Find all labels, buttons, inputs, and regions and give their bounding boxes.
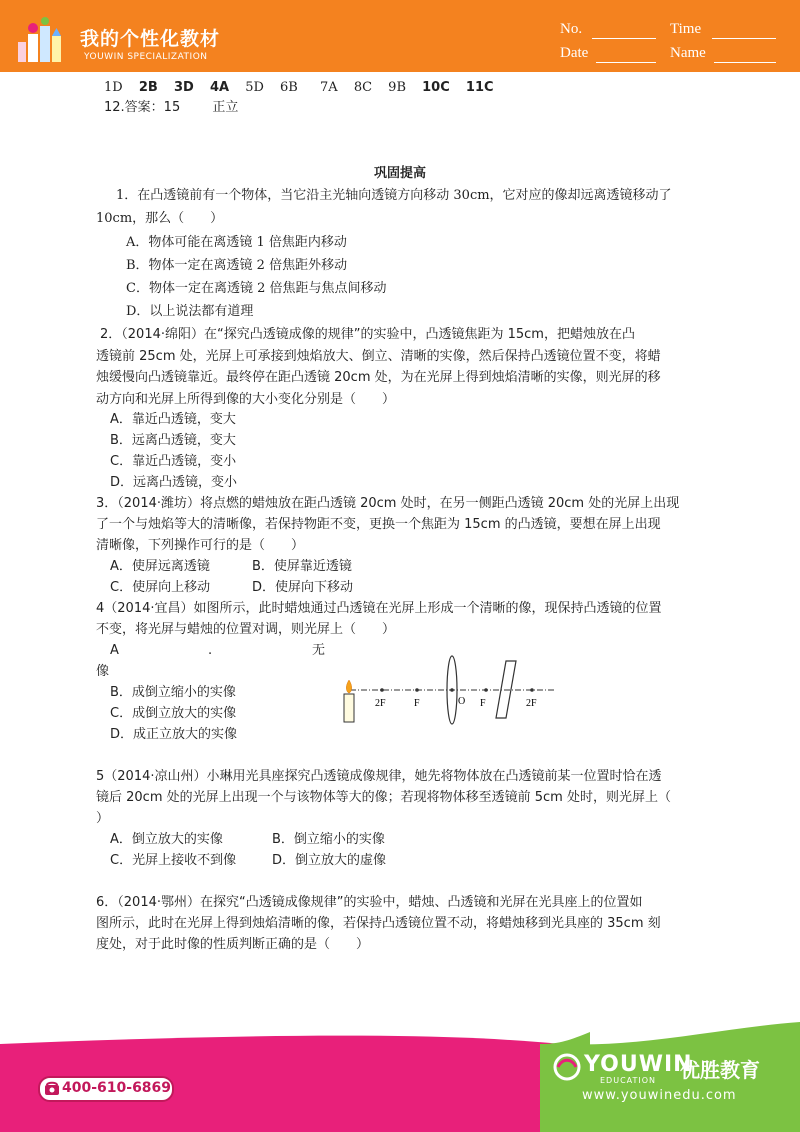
q4-line: 不变，将光屏与蜡烛的位置对调，则光屏上（ ）	[96, 622, 396, 637]
q1-option: C．物体一定在离透镜 2 倍焦距与焦点间移动	[126, 281, 387, 296]
q4-optical-bench-diagram	[330, 652, 570, 728]
section-title: 巩固提高	[373, 166, 426, 181]
phone-icon	[44, 1081, 60, 1097]
answer-item: 4A	[209, 80, 230, 95]
footer-logo-text: YOUWIN	[584, 1052, 693, 1077]
answer-12	[104, 98, 238, 118]
q2-line: 2．（2014·绵阳）在“探究凸透镜成像的规律”的实验中，凸透镜焦距为 15cm，把蜡烛放在凸	[100, 327, 635, 342]
brand-subtitle: YOUWIN SPECIALIZATION	[84, 52, 208, 62]
q4-option-a-text: 无	[312, 643, 326, 658]
q4-option-a-text2: 像	[96, 664, 110, 679]
time-label: Time	[670, 21, 702, 37]
focal-point	[415, 688, 419, 692]
label-2f-left: 2F	[375, 698, 386, 709]
time-field	[712, 24, 776, 39]
q5-line: 5（2014·凉山州）小琳用光具座探究凸透镜成像规律，她先将物体放在凸透镜前某一位置时恰在透	[96, 769, 662, 784]
header-bar	[0, 0, 800, 72]
lens-center-point	[450, 688, 454, 692]
footer-logo-cn: 优胜教育	[680, 1058, 760, 1082]
brand-title: 我的个性化教材	[80, 28, 221, 50]
q5-line: 镜后 20cm 处的光屏上出现一个与该物体等大的像；若现将物体移至透镜前 5cm 处时，则光屏上（	[96, 790, 671, 805]
focal-point	[484, 688, 488, 692]
q2-option: A．靠近凸透镜，变大	[110, 412, 236, 427]
q2-option: B．远离凸透镜，变大	[110, 433, 236, 448]
q5-option: D．倒立放大的虚像	[272, 853, 387, 868]
no-field	[592, 24, 656, 39]
focal-point	[530, 688, 534, 692]
label-o: O	[458, 696, 466, 707]
q5-option: C．光屏上接收不到像	[110, 853, 237, 868]
date-label: Date	[560, 45, 589, 61]
answer-12-value: 正立	[212, 100, 239, 115]
label-f-left: F	[414, 698, 420, 709]
label-2f-right: 2F	[526, 698, 537, 709]
q1-option: B．物体一定在离透镜 2 倍焦距外移动	[126, 258, 348, 273]
no-label: No.	[560, 21, 583, 37]
q1-option: D．以上说法都有道理	[126, 304, 254, 319]
answer-item: 2B	[138, 80, 158, 95]
answer-item: 9B	[388, 80, 406, 95]
q2-line: 烛缓慢向凸透镜靠近。最终停在距凸透镜 20cm 处，为在光屏上得到烛焰清晰的实像，则光屏的移	[96, 370, 661, 385]
q2-line: 动方向和光屏上所得到像的大小变化分别是（ ）	[96, 392, 396, 407]
footer-url: www.youwinedu.com	[582, 1088, 737, 1103]
date-field	[596, 48, 656, 63]
answer-item: 7A	[320, 80, 338, 95]
name-label: Name	[670, 45, 706, 61]
q4-option: C．成倒立放大的实像	[110, 706, 237, 721]
answer-item: 11C	[465, 80, 494, 95]
q3-option: C．使屏向上移动	[110, 580, 211, 595]
q1-line: 1．在凸透镜前有一个物体，当它沿主光轴向透镜方向移动 30cm，它对应的像却远离透镜移动了	[116, 188, 672, 203]
q1-option: A．物体可能在离透镜 1 倍焦距内移动	[126, 235, 347, 250]
q4-option-a-letter: A	[110, 643, 119, 658]
answer-item: 3D	[173, 80, 194, 95]
q3-line: 清晰像，下列操作可行的是（ ）	[96, 538, 305, 553]
q5-option: A．倒立放大的实像	[110, 832, 223, 847]
q3-option: B．使屏靠近透镜	[252, 559, 352, 574]
q3-line: 了一个与烛焰等大的清晰像，若保持物距不变，更换一个焦距为 15cm 的凸透镜，要想在屏上出现	[96, 517, 661, 532]
q2-line: 透镜前 25cm 处，光屏上可承接到烛焰放大、倒立、清晰的实像，然后保持凸透镜位置不变，将蜡	[96, 349, 661, 364]
footer-logo-sub: EDUCATION	[600, 1076, 657, 1085]
answer-item: 5D	[245, 80, 264, 95]
q5-option: B．倒立缩小的实像	[272, 832, 385, 847]
q4-option: D．成正立放大的实像	[110, 727, 238, 742]
school-building-logo-icon	[16, 16, 76, 66]
answer-12-label: 12.答案：15	[104, 100, 181, 115]
q4-option: B．成倒立缩小的实像	[110, 685, 236, 700]
q4-line: 4（2014·宜昌）如图所示，此时蜡烛通过凸透镜在光屏上形成一个清晰的像，现保持凸透镜的位置	[96, 601, 662, 616]
candle-icon	[344, 680, 354, 722]
q6-line: 度处，对于此时像的性质判断正确的是（ ）	[96, 937, 370, 952]
q1-line: 10cm，那么（ ）	[96, 211, 224, 226]
q6-line: 6．（2014·鄂州）在探究“凸透镜成像规律”的实验中，蜡烛、凸透镜和光屏在光具座上的位置如	[96, 895, 643, 910]
q3-option: D．使屏向下移动	[252, 580, 354, 595]
label-f-right: F	[480, 698, 486, 709]
phone-badge	[38, 1076, 174, 1102]
answer-item: 1D	[104, 80, 123, 95]
q2-option: C．靠近凸透镜，变小	[110, 454, 237, 469]
phone-number: 400-610-6869	[62, 1080, 172, 1096]
q5-line: ）	[96, 811, 110, 826]
answer-key-row	[104, 78, 494, 98]
answer-item: 6B	[280, 80, 298, 95]
focal-point	[380, 688, 384, 692]
q4-option-a-dot: .	[208, 643, 213, 658]
name-field	[714, 48, 776, 63]
q2-option: D．远离凸透镜，变小	[110, 475, 238, 490]
youwin-swirl-logo-icon	[552, 1052, 582, 1082]
answer-item: 8C	[353, 80, 373, 95]
q3-line: 3．（2014·潍坊）将点燃的蜡烛放在距凸透镜 20cm 处时，在另一侧距凸透镜 20cm 处的光屏上出现	[96, 496, 680, 511]
q6-line: 图所示，此时在光屏上得到烛焰清晰的像，若保持凸透镜位置不动，将蜡烛移到光具座的 35cm 刻	[96, 916, 661, 931]
q3-option: A．使屏远离透镜	[110, 559, 210, 574]
answer-item: 10C	[422, 80, 450, 95]
